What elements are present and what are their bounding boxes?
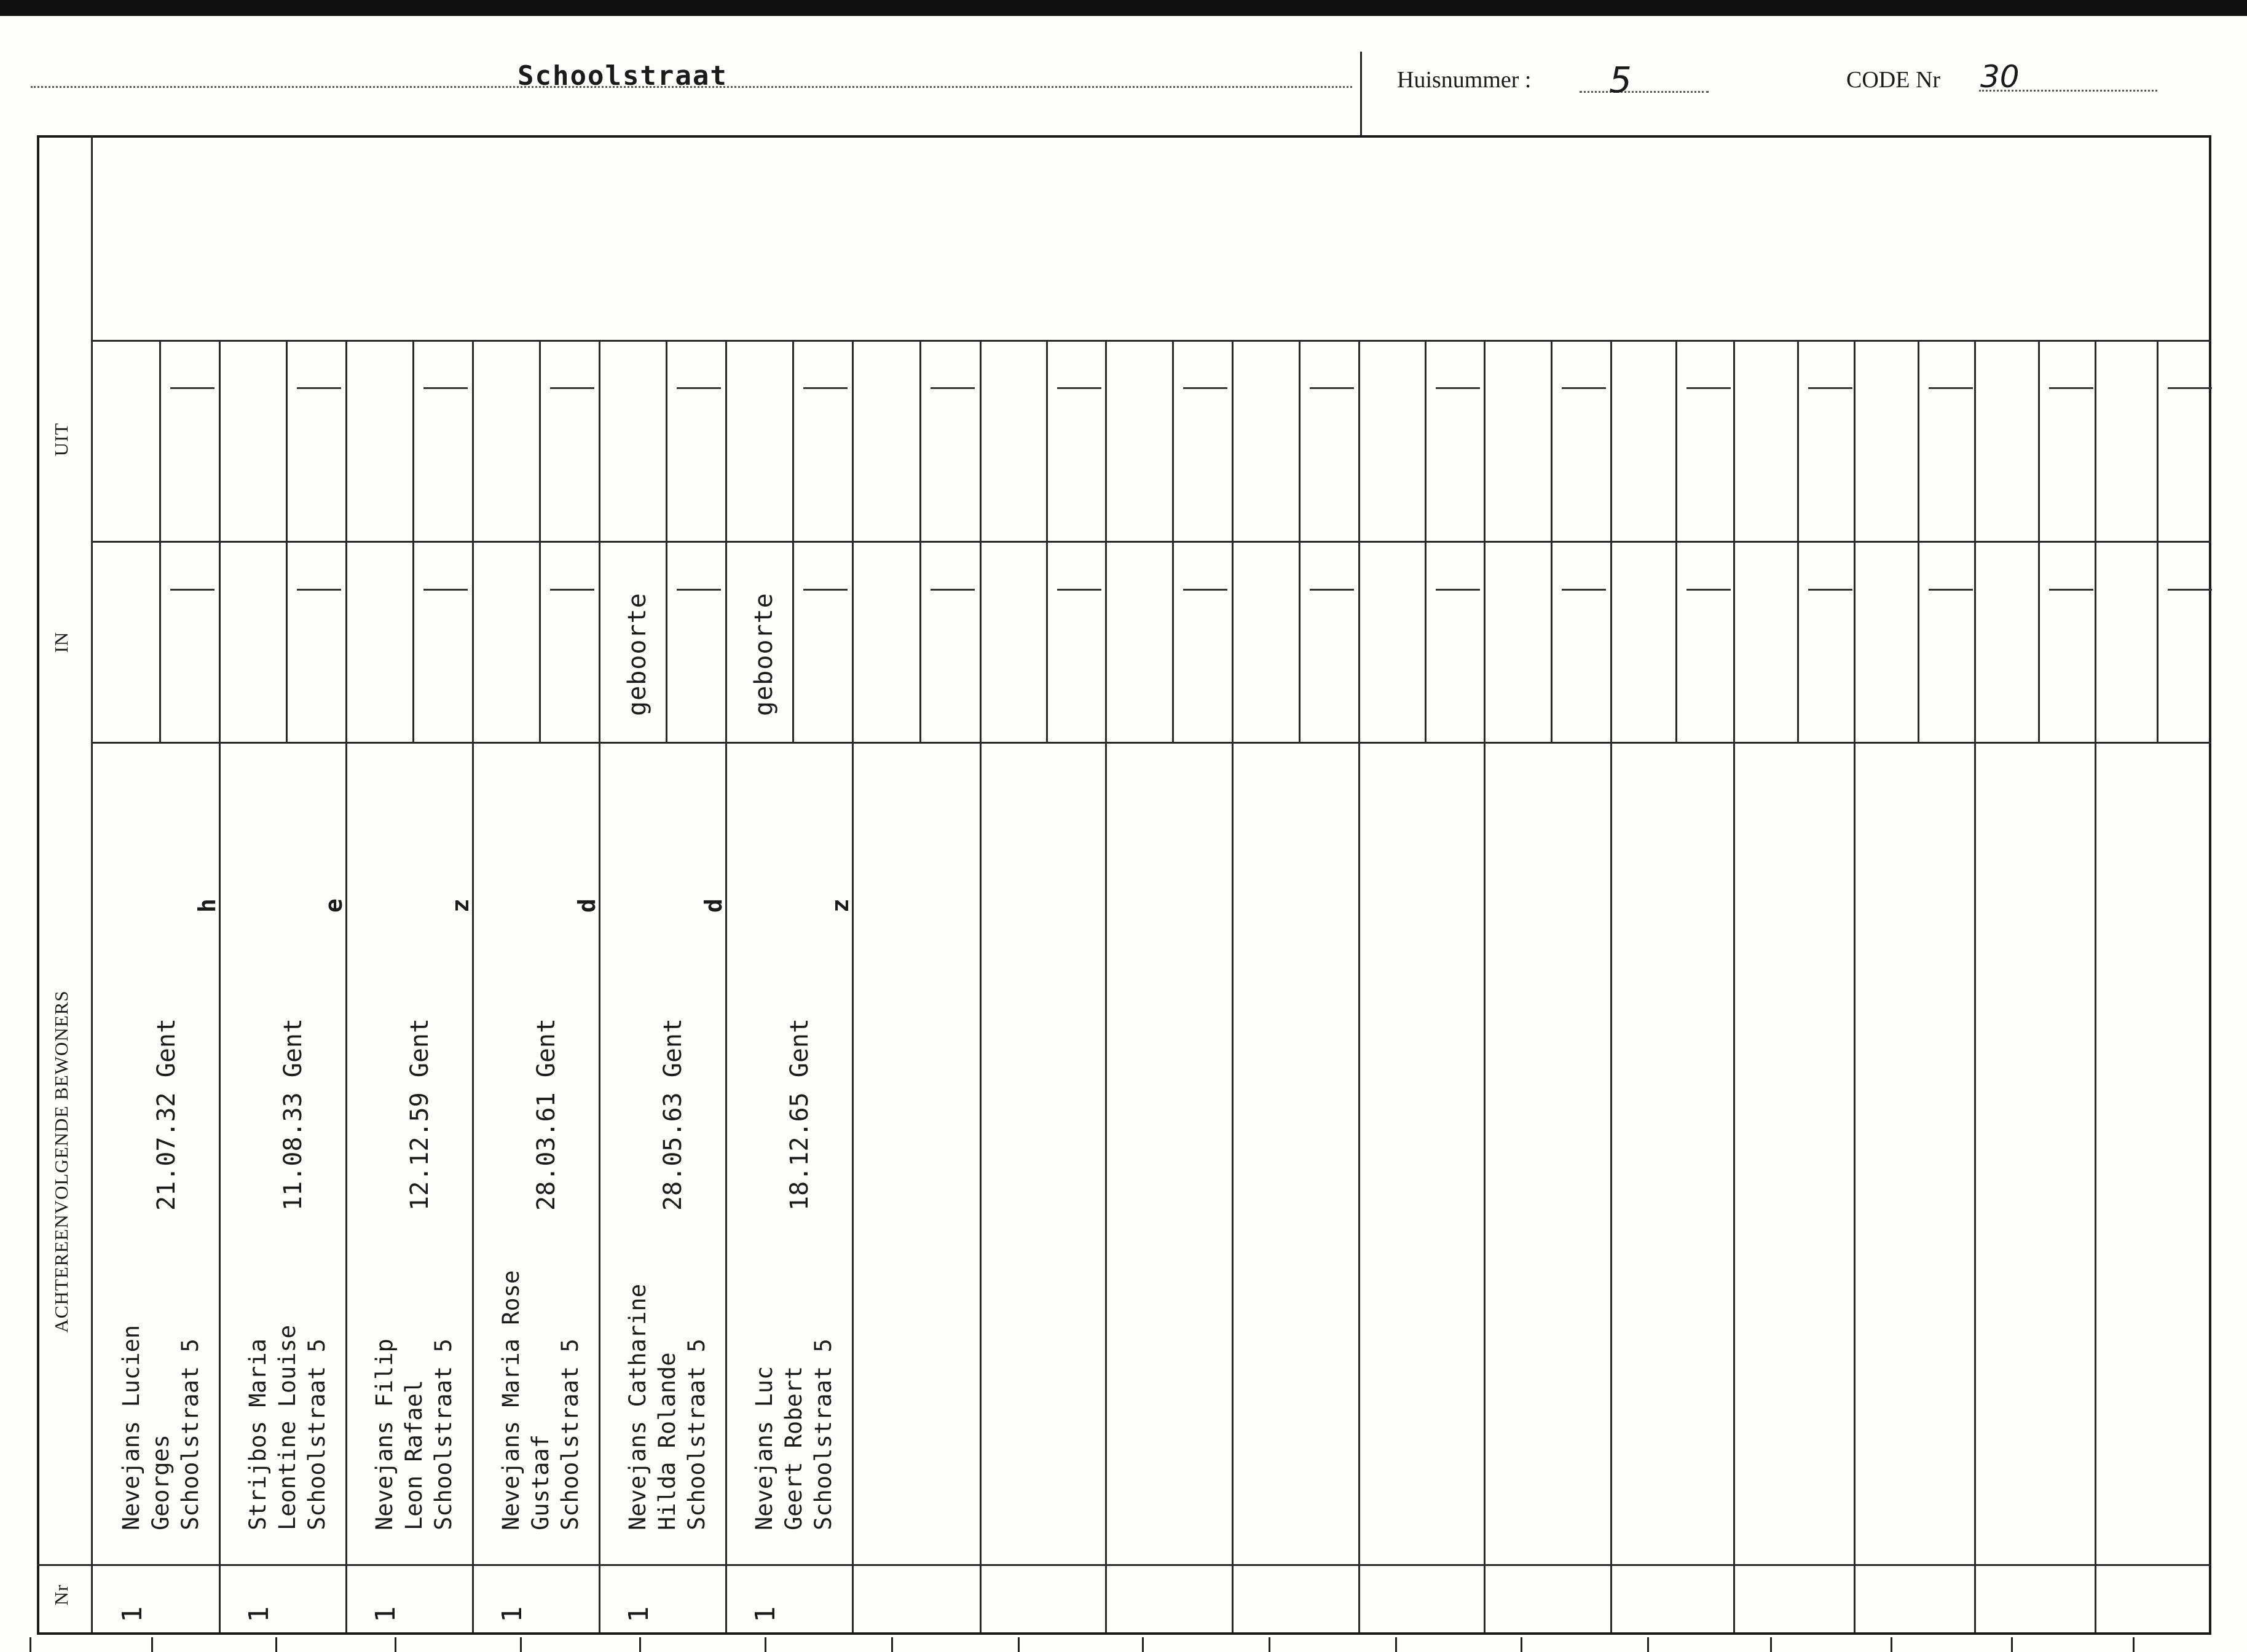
in-dash-mark (170, 589, 214, 591)
column-divider (1484, 340, 1486, 1632)
tick-mark (765, 1637, 766, 1652)
resident-address: Schoolstraat 5 (810, 1339, 836, 1530)
rule-top-of-uit (92, 340, 2211, 342)
column-divider (725, 340, 727, 1632)
resident-number: 1 (370, 1606, 401, 1622)
resident-name-block (623, 1284, 712, 1530)
cell-sub-divider (286, 340, 288, 742)
row-label-in: IN (50, 631, 72, 653)
column-divider (980, 340, 982, 1632)
resident-number: 1 (243, 1606, 275, 1622)
tick-mark (275, 1637, 277, 1652)
cell-sub-divider (2038, 340, 2040, 742)
rule-top-of-nr (37, 1564, 2211, 1566)
tick-mark (151, 1637, 153, 1652)
in-dash-mark (1929, 589, 1973, 591)
row-label-uit: UIT (50, 422, 72, 457)
resident-name-line: Nevejans Lucien (118, 1324, 144, 1530)
column-divider (1974, 340, 1976, 1632)
uit-dash-mark (1183, 387, 1227, 389)
tick-mark (1269, 1637, 1270, 1652)
resident-name-line: Strijbos Maria (245, 1339, 271, 1530)
uit-dash-mark (2168, 387, 2212, 389)
in-dash-mark (1310, 589, 1354, 591)
resident-name-block (497, 1270, 585, 1530)
in-dash-mark (423, 589, 468, 591)
in-dash-mark (803, 589, 848, 591)
column-divider (1610, 340, 1612, 1632)
uit-dash-mark (677, 387, 721, 389)
uit-dash-mark (170, 387, 214, 389)
cell-sub-divider (539, 340, 541, 742)
cell-sub-divider (1918, 340, 1919, 742)
in-dash-mark (297, 589, 341, 591)
in-dash-mark (1808, 589, 1852, 591)
tick-mark (639, 1637, 641, 1652)
tick-mark (1395, 1637, 1397, 1652)
tick-mark (2133, 1637, 2135, 1652)
column-divider (1232, 340, 1234, 1632)
tick-mark (2011, 1637, 2013, 1652)
resident-relation-code: z (827, 899, 854, 913)
resident-birth-date-place: 11.08.33 Gent (279, 1018, 307, 1211)
uit-dash-mark (803, 387, 848, 389)
in-dash-mark (1183, 589, 1227, 591)
resident-number: 1 (497, 1606, 528, 1622)
resident-birth-date-place: 12.12.59 Gent (406, 1018, 434, 1211)
resident-name-line: Leontine Louise (274, 1324, 301, 1530)
in-dash-mark (550, 589, 594, 591)
in-dash-mark (2049, 589, 2093, 591)
scan-top-edge (0, 0, 2247, 16)
resident-name-line: Nevejans Catharine (624, 1284, 651, 1530)
uit-dash-mark (1929, 387, 1973, 389)
column-divider (1733, 340, 1735, 1632)
cell-sub-divider (1675, 340, 1677, 742)
in-dash-mark (1686, 589, 1731, 591)
uit-dash-mark (297, 387, 341, 389)
uit-dash-mark (1310, 387, 1354, 389)
resident-name-line: Nevejans Luc (751, 1366, 777, 1530)
cell-sub-divider (1046, 340, 1048, 742)
resident-number: 1 (117, 1606, 148, 1622)
column-divider (1105, 340, 1107, 1632)
column-divider (345, 340, 347, 1632)
register-table-frame (37, 135, 2211, 1635)
resident-name-line: Geert Robert (781, 1366, 807, 1530)
uit-dash-mark (1057, 387, 1101, 389)
cell-sub-divider (2157, 340, 2158, 742)
tick-mark (30, 1637, 31, 1652)
header-separator (1360, 52, 1362, 135)
cell-sub-divider (1172, 340, 1174, 742)
tick-mark (1770, 1637, 1772, 1652)
in-dash-mark (1562, 589, 1606, 591)
house-number-value: 5 (1609, 59, 1632, 101)
uit-dash-mark (1436, 387, 1480, 389)
resident-relation-code: d (573, 899, 600, 913)
in-dash-mark (677, 589, 721, 591)
column-divider (2095, 340, 2096, 1632)
in-dash-mark (931, 589, 975, 591)
rule-top-of-residents (92, 742, 2211, 744)
house-number-dotted-line (1580, 91, 1709, 93)
resident-in-reason: geboorte (750, 592, 778, 716)
row-label-nr: Nr (50, 1584, 72, 1606)
tick-mark (1891, 1637, 1892, 1652)
column-divider (599, 340, 600, 1632)
resident-name-line: Leon Rafael (401, 1379, 427, 1530)
tick-mark (891, 1637, 893, 1652)
resident-address: Schoolstraat 5 (683, 1339, 710, 1530)
resident-name-block (370, 1339, 458, 1530)
resident-address: Schoolstraat 5 (177, 1339, 203, 1530)
uit-dash-mark (931, 387, 975, 389)
tick-mark (1018, 1637, 1020, 1652)
cell-sub-divider (1425, 340, 1427, 742)
resident-birth-date-place: 28.03.61 Gent (532, 1018, 561, 1211)
tick-mark (395, 1637, 396, 1652)
column-divider (852, 340, 854, 1632)
label-column-divider (91, 135, 93, 1632)
resident-birth-date-place: 18.12.65 Gent (785, 1018, 814, 1211)
resident-birth-date-place: 28.05.63 Gent (659, 1018, 687, 1211)
uit-dash-mark (423, 387, 468, 389)
uit-dash-mark (1686, 387, 1731, 389)
resident-number: 1 (750, 1606, 781, 1622)
uit-dash-mark (550, 387, 594, 389)
resident-name-block (117, 1325, 205, 1530)
uit-dash-mark (1808, 387, 1852, 389)
resident-name-line: Hilda Rolande (654, 1352, 680, 1530)
resident-name-line: Nevejans Maria Rose (498, 1270, 524, 1530)
tick-mark (1142, 1637, 1144, 1652)
uit-dash-mark (2049, 387, 2093, 389)
resident-address: Schoolstraat 5 (430, 1339, 457, 1530)
uit-dash-mark (1562, 387, 1606, 389)
cell-sub-divider (666, 340, 667, 742)
tick-mark (1647, 1637, 1649, 1652)
code-number-label: CODE Nr (1846, 67, 1941, 93)
tick-mark (1521, 1637, 1522, 1652)
cell-sub-divider (1299, 340, 1301, 742)
resident-birth-date-place: 21.07.32 Gent (152, 1018, 181, 1211)
rule-top-of-in (92, 541, 2211, 543)
cell-sub-divider (1797, 340, 1799, 742)
cell-sub-divider (792, 340, 794, 742)
street-name: Schoolstraat (517, 60, 728, 92)
column-divider (219, 340, 221, 1632)
cell-sub-divider (159, 340, 161, 742)
tick-mark (520, 1637, 522, 1652)
in-dash-mark (2168, 589, 2212, 591)
resident-in-reason: geboorte (623, 592, 651, 716)
resident-number: 1 (623, 1606, 655, 1622)
resident-address: Schoolstraat 5 (557, 1339, 583, 1530)
column-divider (1854, 340, 1855, 1632)
in-dash-mark (1057, 589, 1101, 591)
cell-sub-divider (412, 340, 414, 742)
resident-relation-code: e (320, 899, 347, 913)
resident-address: Schoolstraat 5 (304, 1339, 330, 1530)
resident-name-line: Georges (148, 1434, 174, 1530)
resident-name-block (243, 1325, 332, 1530)
resident-relation-code: d (700, 899, 727, 913)
house-number-label: Huisnummer : (1397, 67, 1532, 93)
column-divider (1358, 340, 1360, 1632)
resident-name-line: Gustaaf (527, 1434, 554, 1530)
resident-relation-code: h (194, 899, 221, 913)
cell-sub-divider (1551, 340, 1552, 742)
in-dash-mark (1436, 589, 1480, 591)
code-number-value: 30 (1980, 59, 2020, 95)
row-label-residents: ACHTEREENVOLGENDE BEWONERS (50, 990, 72, 1333)
resident-name-block (750, 1339, 838, 1530)
resident-relation-code: z (447, 899, 474, 913)
cell-sub-divider (919, 340, 921, 742)
column-divider (472, 340, 474, 1632)
resident-name-line: Nevejans Filip (371, 1339, 398, 1530)
